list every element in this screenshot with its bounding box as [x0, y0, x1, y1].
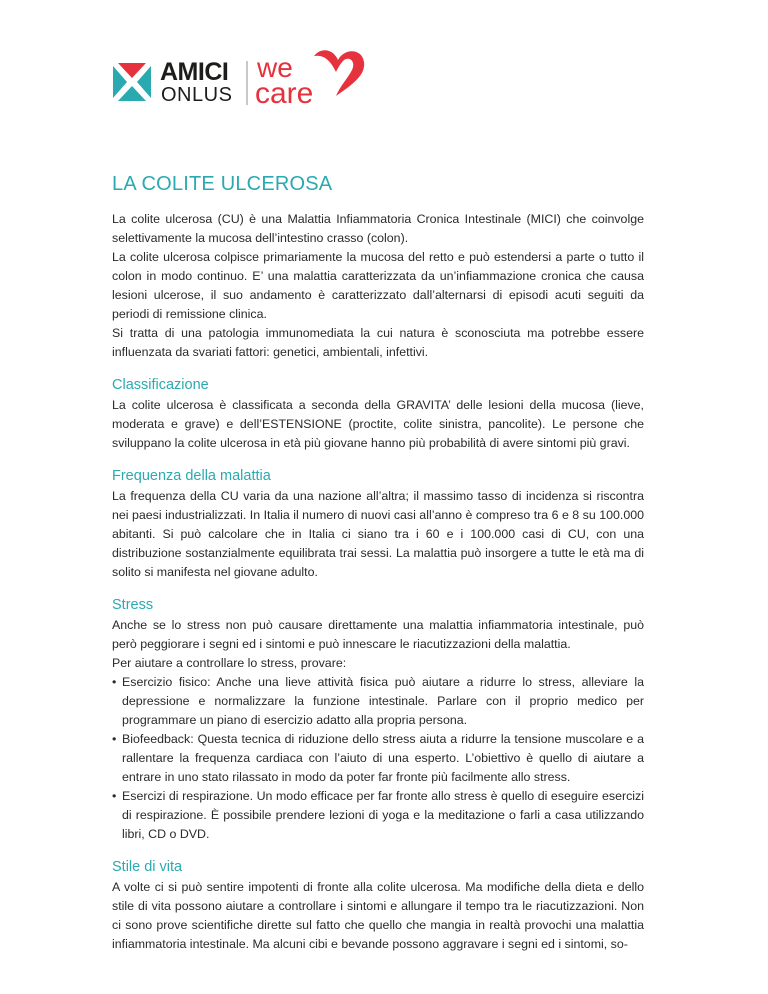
intro-paragraph-1: La colite ulcerosa (CU) è una Malattia Infiammatoria Cronica Intestinale (MICI) che coinvolge selettivamente la mucosa dell’intestino crasso (colon). [112, 212, 644, 245]
logo-we-text: we [257, 52, 293, 83]
page-title: LA COLITE ULCEROSA [112, 173, 333, 195]
stress-bullet-biofeedback: • Biofeedback: Questa tecnica di riduzione dello stress aiuta a ridurre la tensione muscolare e a rallentare la frequenza cardiaca con l’aiuto di una esperto. L’obiettivo è quello di aiutare a entrare in uno stato rilassato in modo da poter far fronte più facilmente allo stress. [112, 730, 644, 787]
stress-list [112, 673, 644, 844]
intro-paragraph-2: La colite ulcerosa colpisce primariamente la mucosa del retto e può estendersi a parte o tutto il colon in modo continuo. E’ una malattia caratterizzata da un’infiammazione cronica che causa lesioni ulcerose, il suo andamento è caratterizzato dall’alternarsi di episodi acuti seguiti da periodi di remissione clinica. [112, 250, 644, 321]
logo-care-text: care [255, 77, 314, 110]
stress-text-1: Anche se lo stress non può causare direttamente una malattia infiammatoria intestinale, può però peggiorare i segni ed i sintomi e può innescare le riacutizzazioni della malattia. [112, 618, 644, 651]
amici-x-icon [110, 60, 154, 104]
heading-stress: Stress [112, 597, 154, 613]
frequenza-text: La frequenza della CU varia da una nazione all’altra; il massimo tasso di incidenza si riscontra nei paesi industrializzati. In Italia il numero di nuovi casi all’anno è compreso tra 6 e 8 su 100.000 abitanti. Si può calcolare che in Italia ci siano tra i 60 e i 100.000 casi di CU, con una distribuzione sostanzialmente equilibrata trai sessi. La malattia può insorgere a tutte le età ma di solito si manifesta nel giovane adulto. [112, 489, 644, 579]
stress-bullet-esercizio: • Esercizio fisico: Anche una lieve attività fisica può aiutare a ridurre lo stress, alleviare la depressione e normalizzare la funzione intestinale. Parlare con il proprio medico per programmare un piano di esercizio adatto alla propria persona. [112, 673, 644, 730]
article [112, 173, 644, 954]
logo-divider [246, 61, 248, 105]
stile-text: A volte ci si può sentire impotenti di fronte alla colite ulcerosa. Ma modifiche della dieta e dello stile di vita possono aiutare a controllare i sintomi e allungare il tempo tra le riacutizzazioni. Non ci sono prove scientifiche dirette sul fatto che quello che mangia in realtà provochi una malattia infiammatoria intestinale. Ma alcuni cibi e bevande possono aggravare i segni ed i sintomi, so- [112, 880, 644, 951]
heart-icon [300, 40, 370, 102]
stress-bullet-respirazione: • Esercizi di respirazione. Un modo efficace per far fronte allo stress è quello di eseguire esercizi di respirazione. È possibile prendere lezioni di yoga e la meditazione o farli a casa utilizzando libri, CD o DVD. [112, 787, 644, 844]
heading-classificazione: Classificazione [112, 377, 209, 393]
heading-frequenza: Frequenza della malattia [112, 468, 271, 484]
classificazione-text: La colite ulcerosa è classificata a seconda della GRAVITA’ delle lesioni della mucosa (lieve, moderata e grave) e dell’ESTENSIONE (proctite, colite sinistra, pancolite). Le persone che sviluppano la colite ulcerosa in età più giovane hanno più probabilità di avere sintomi più gravi. [112, 398, 644, 450]
logo-amici-text: AMICI [160, 58, 229, 86]
stress-text-2: Per aiutare a controllare lo stress, provare: [112, 656, 347, 670]
heading-stile-di-vita: Stile di vita [112, 859, 183, 875]
intro-paragraph-3: Si tratta di una patologia immunomediata la cui natura è sconosciuta ma potrebbe essere influenzata da svariati fattori: genetici, ambientali, infettivi. [112, 326, 644, 359]
amici-we-care-logo [110, 40, 370, 112]
logo-onlus-text: ONLUS [161, 84, 233, 106]
